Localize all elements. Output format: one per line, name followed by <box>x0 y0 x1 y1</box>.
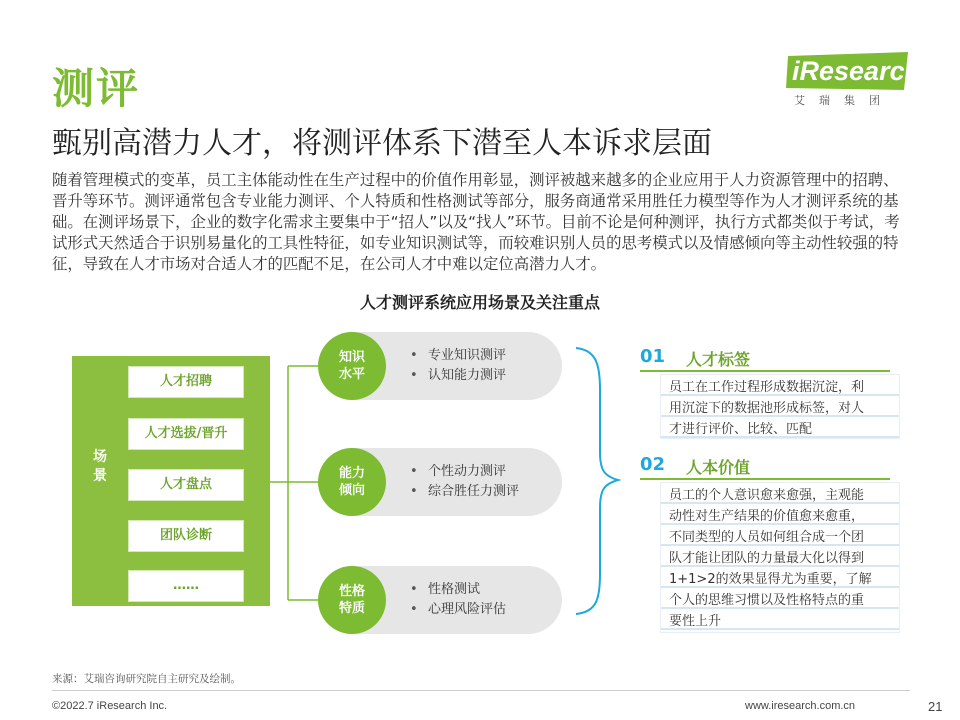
logo-wordmark: iResearch <box>792 56 922 86</box>
focus-desc-line: 动性对生产结果的价值愈来愈重， <box>669 509 865 524</box>
dimension-bullets-ability <box>410 462 519 502</box>
dimension-label-line: 知识 <box>338 350 365 365</box>
source-note: 来源：艾瑞咨询研究院自主研究及绘制。 <box>52 673 241 685</box>
focus-desc-line: 不同类型的人员如何组合成一个团 <box>669 530 865 545</box>
focus-desc-line: 用沉淀下的数据池形成标签，对人 <box>669 401 865 416</box>
focus-desc-humanistic-value <box>660 482 900 633</box>
focus-number-01: 01 <box>640 346 666 367</box>
page-number: 21 <box>928 699 943 714</box>
blue-brace <box>576 348 618 614</box>
focus-desc-line: 员工在工作过程形成数据沉淀，利 <box>669 380 865 395</box>
bullet-item: • 认知能力测评 <box>410 366 506 386</box>
footer-divider <box>52 690 910 691</box>
dimension-label-line: 特质 <box>338 601 365 616</box>
focus-underline <box>640 370 890 372</box>
page-title: 测评 <box>52 64 141 113</box>
focus-desc-line: 员工的个人意识愈来愈强，主观能 <box>669 488 865 503</box>
website-link[interactable]: www.iresearch.com.cn <box>745 700 856 712</box>
dimension-badge-ability <box>318 448 386 516</box>
focus-desc-line: 1+1>2的效果显得尤为重要，了解 <box>669 572 872 587</box>
focus-desc-tags <box>660 374 900 439</box>
focus-desc-line: 才进行评价、比较、匹配 <box>669 422 813 437</box>
page-subtitle: 甄别高潜力人才，将测评体系下潜至人本诉求层面 <box>52 126 712 161</box>
scene-item-promotion: 人才选拔/晋升 <box>128 418 244 450</box>
dimension-label-line: 倾向 <box>338 483 365 498</box>
dimension-bullets-knowledge <box>410 346 506 386</box>
scene-label-text: 场景 <box>93 449 107 484</box>
scene-item-inventory: 人才盘点 <box>128 469 244 501</box>
dimension-badge-knowledge <box>318 332 386 400</box>
focus-title-tags: 人才标签 <box>686 350 751 369</box>
copyright-text: ©2022.7 iResearch Inc. <box>52 700 168 712</box>
bullet-item: • 专业知识测评 <box>410 346 506 366</box>
scene-label <box>82 448 118 486</box>
diagram-title: 人才测评系统应用场景及关注重点 <box>359 293 600 312</box>
bullet-item: • 心理风险评估 <box>410 600 506 620</box>
bullet-item: • 性格测试 <box>410 580 506 600</box>
dimension-label-line: 能力 <box>338 466 365 481</box>
focus-underline <box>640 478 890 480</box>
scene-item-team-diagnosis: 团队诊断 <box>128 520 244 552</box>
logo-chinese-name: 艾瑞集团 <box>794 94 894 107</box>
bullet-item: • 个性动力测评 <box>410 462 519 482</box>
focus-desc-line: 个人的思维习惯以及性格特点的重 <box>669 593 865 608</box>
scene-item-recruitment: 人才招聘 <box>128 366 244 398</box>
scene-item-more: …… <box>128 570 244 602</box>
focus-desc-line: 要性上升 <box>669 614 722 629</box>
bullet-item: • 综合胜任力测评 <box>410 482 519 502</box>
intro-text: 随着管理模式的变革，员工主体能动性在生产过程中的价值作用彰显，测评被越来越多的企业应用于人力资源管理中的招聘、晋升等环节。测评通常包含专业能力测评、个人特质和性格测试等部分，服务商通常采用胜任力模型等作为人才测评系统的基础。在测评场景下，企业的数字化需求主要集中于“招人”以及“找人”环节。目前不论是何种测评，执行方式都类似于考试，考试形式天然适合于识别易量化的工具性特征，如专业知识测试等，而较难识别人员的思考模式以及情感倾向等主动性较强的特征，导致在人才市场对合适人才的匹配不足，在公司人才中难以定位高潜力人才。 <box>52 171 900 273</box>
dimension-badge-personality <box>318 566 386 634</box>
focus-desc-line: 队才能让团队的力量最大化以得到 <box>669 551 865 566</box>
dimension-label-line: 性格 <box>338 584 365 599</box>
focus-number-02: 02 <box>640 454 666 475</box>
dimension-bullets-personality <box>410 580 506 620</box>
dimension-label-line: 水平 <box>338 367 365 382</box>
focus-title-humanistic-value: 人本价值 <box>686 458 751 477</box>
